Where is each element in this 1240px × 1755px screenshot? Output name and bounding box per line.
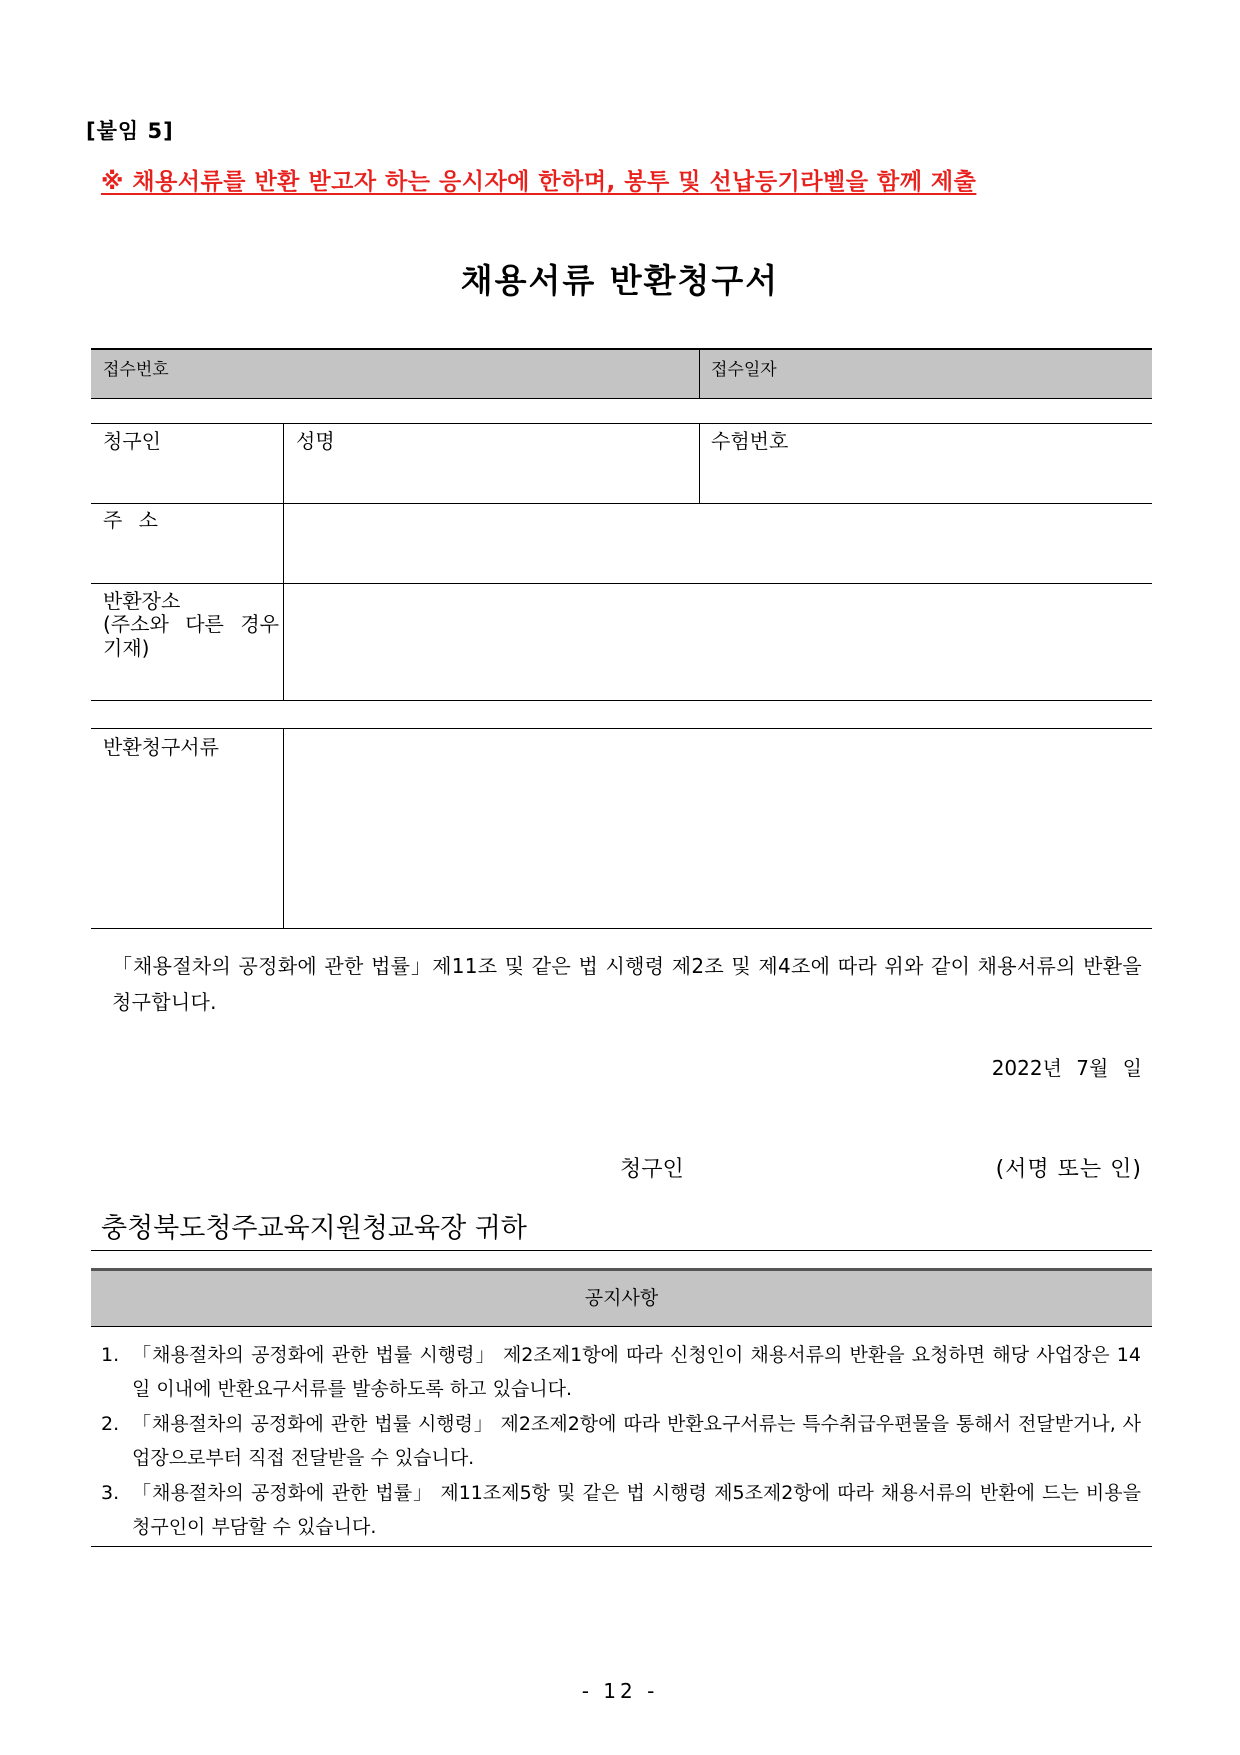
form-rule-2 (91, 583, 1152, 584)
form-label-divider (283, 423, 284, 701)
notice-item-text: 「채용절차의 공정화에 관한 법률」 제11조제5항 및 같은 법 시행령 제5조제2항에 따라 채용서류의 반환에 드는 비용을 청구인이 부담할 수 있습니다. (132, 1482, 1141, 1538)
receipt-date-label: 접수일자 (711, 360, 777, 380)
submission-notice: ※ 채용서류를 반환 받고자 하는 응시자에 한하며, 봉투 및 선납등기라벨을 함께 제출 (101, 169, 977, 195)
page-title: 채용서류 반환청구서 (460, 261, 780, 300)
notices-title: 공지사항 (584, 1287, 659, 1309)
recipient: 충청북도청주교육지원청교육장 귀하 (101, 1213, 527, 1244)
receipt-divider (699, 349, 700, 399)
notice-item-text: 「채용절차의 공정화에 관한 법률 시행령」 제2조제2항에 따라 반환요구서류는 특수취급우편물을 통해서 전달받거나, 사업장으로부터 직접 전달받을 수 있습니다. (132, 1413, 1141, 1469)
exam-number-field[interactable]: 수험번호 (711, 429, 789, 453)
documents-top-rule (91, 728, 1152, 729)
notice-item-number: 1. (101, 1344, 120, 1366)
form-exam-divider (699, 423, 700, 503)
claimant-label: 청구인 (103, 429, 161, 453)
documents-label: 반환청구서류 (103, 735, 219, 759)
page-number: - 12 - (581, 1679, 659, 1703)
return-place-label: 반환장소 (103, 589, 181, 613)
notice-item (101, 1407, 1141, 1475)
notices-bottom-rule (91, 1546, 1152, 1547)
request-date: 2022년 7월 일 (991, 1056, 1142, 1080)
notice-item-number: 3. (101, 1482, 120, 1504)
documents-divider (283, 728, 284, 929)
documents-bottom-rule (91, 928, 1152, 929)
address-label: 주 소 (103, 508, 158, 532)
signature-note: (서명 또는 인) (995, 1157, 1142, 1182)
form-top-rule (91, 423, 1152, 424)
form-bottom-rule (91, 700, 1152, 701)
receipt-number-label: 접수번호 (103, 360, 169, 380)
notices-header-top-rule (91, 1268, 1152, 1271)
receipt-row-background (91, 349, 1152, 399)
receipt-bottom-rule (91, 398, 1152, 399)
attachment-label: [붙임 5] (86, 119, 174, 143)
name-field[interactable]: 성명 (296, 429, 335, 453)
receipt-top-rule (91, 348, 1152, 350)
return-place-note: (주소와 다른 경우 기재) (103, 612, 279, 660)
form-rule-1 (91, 503, 1152, 504)
notices-header-bottom-rule (91, 1326, 1152, 1327)
notice-item-text: 「채용절차의 공정화에 관한 법률 시행령」 제2조제1항에 따라 신청인이 채용서류의 반환을 요청하면 해당 사업장은 14일 이내에 반환요구서류를 발송하도록 하고 있습니다. (132, 1344, 1141, 1400)
notices-outer-rule (91, 1250, 1152, 1251)
notice-item (101, 1476, 1141, 1544)
notice-item-number: 2. (101, 1413, 120, 1435)
notice-item (101, 1338, 1141, 1406)
signature-claimant-label: 청구인 (620, 1157, 684, 1182)
request-statement: 「채용절차의 공정화에 관한 법률」제11조 및 같은 법 시행령 제2조 및 제4조에 따라 위와 같이 채용서류의 반환을 청구합니다. (112, 954, 1142, 1014)
